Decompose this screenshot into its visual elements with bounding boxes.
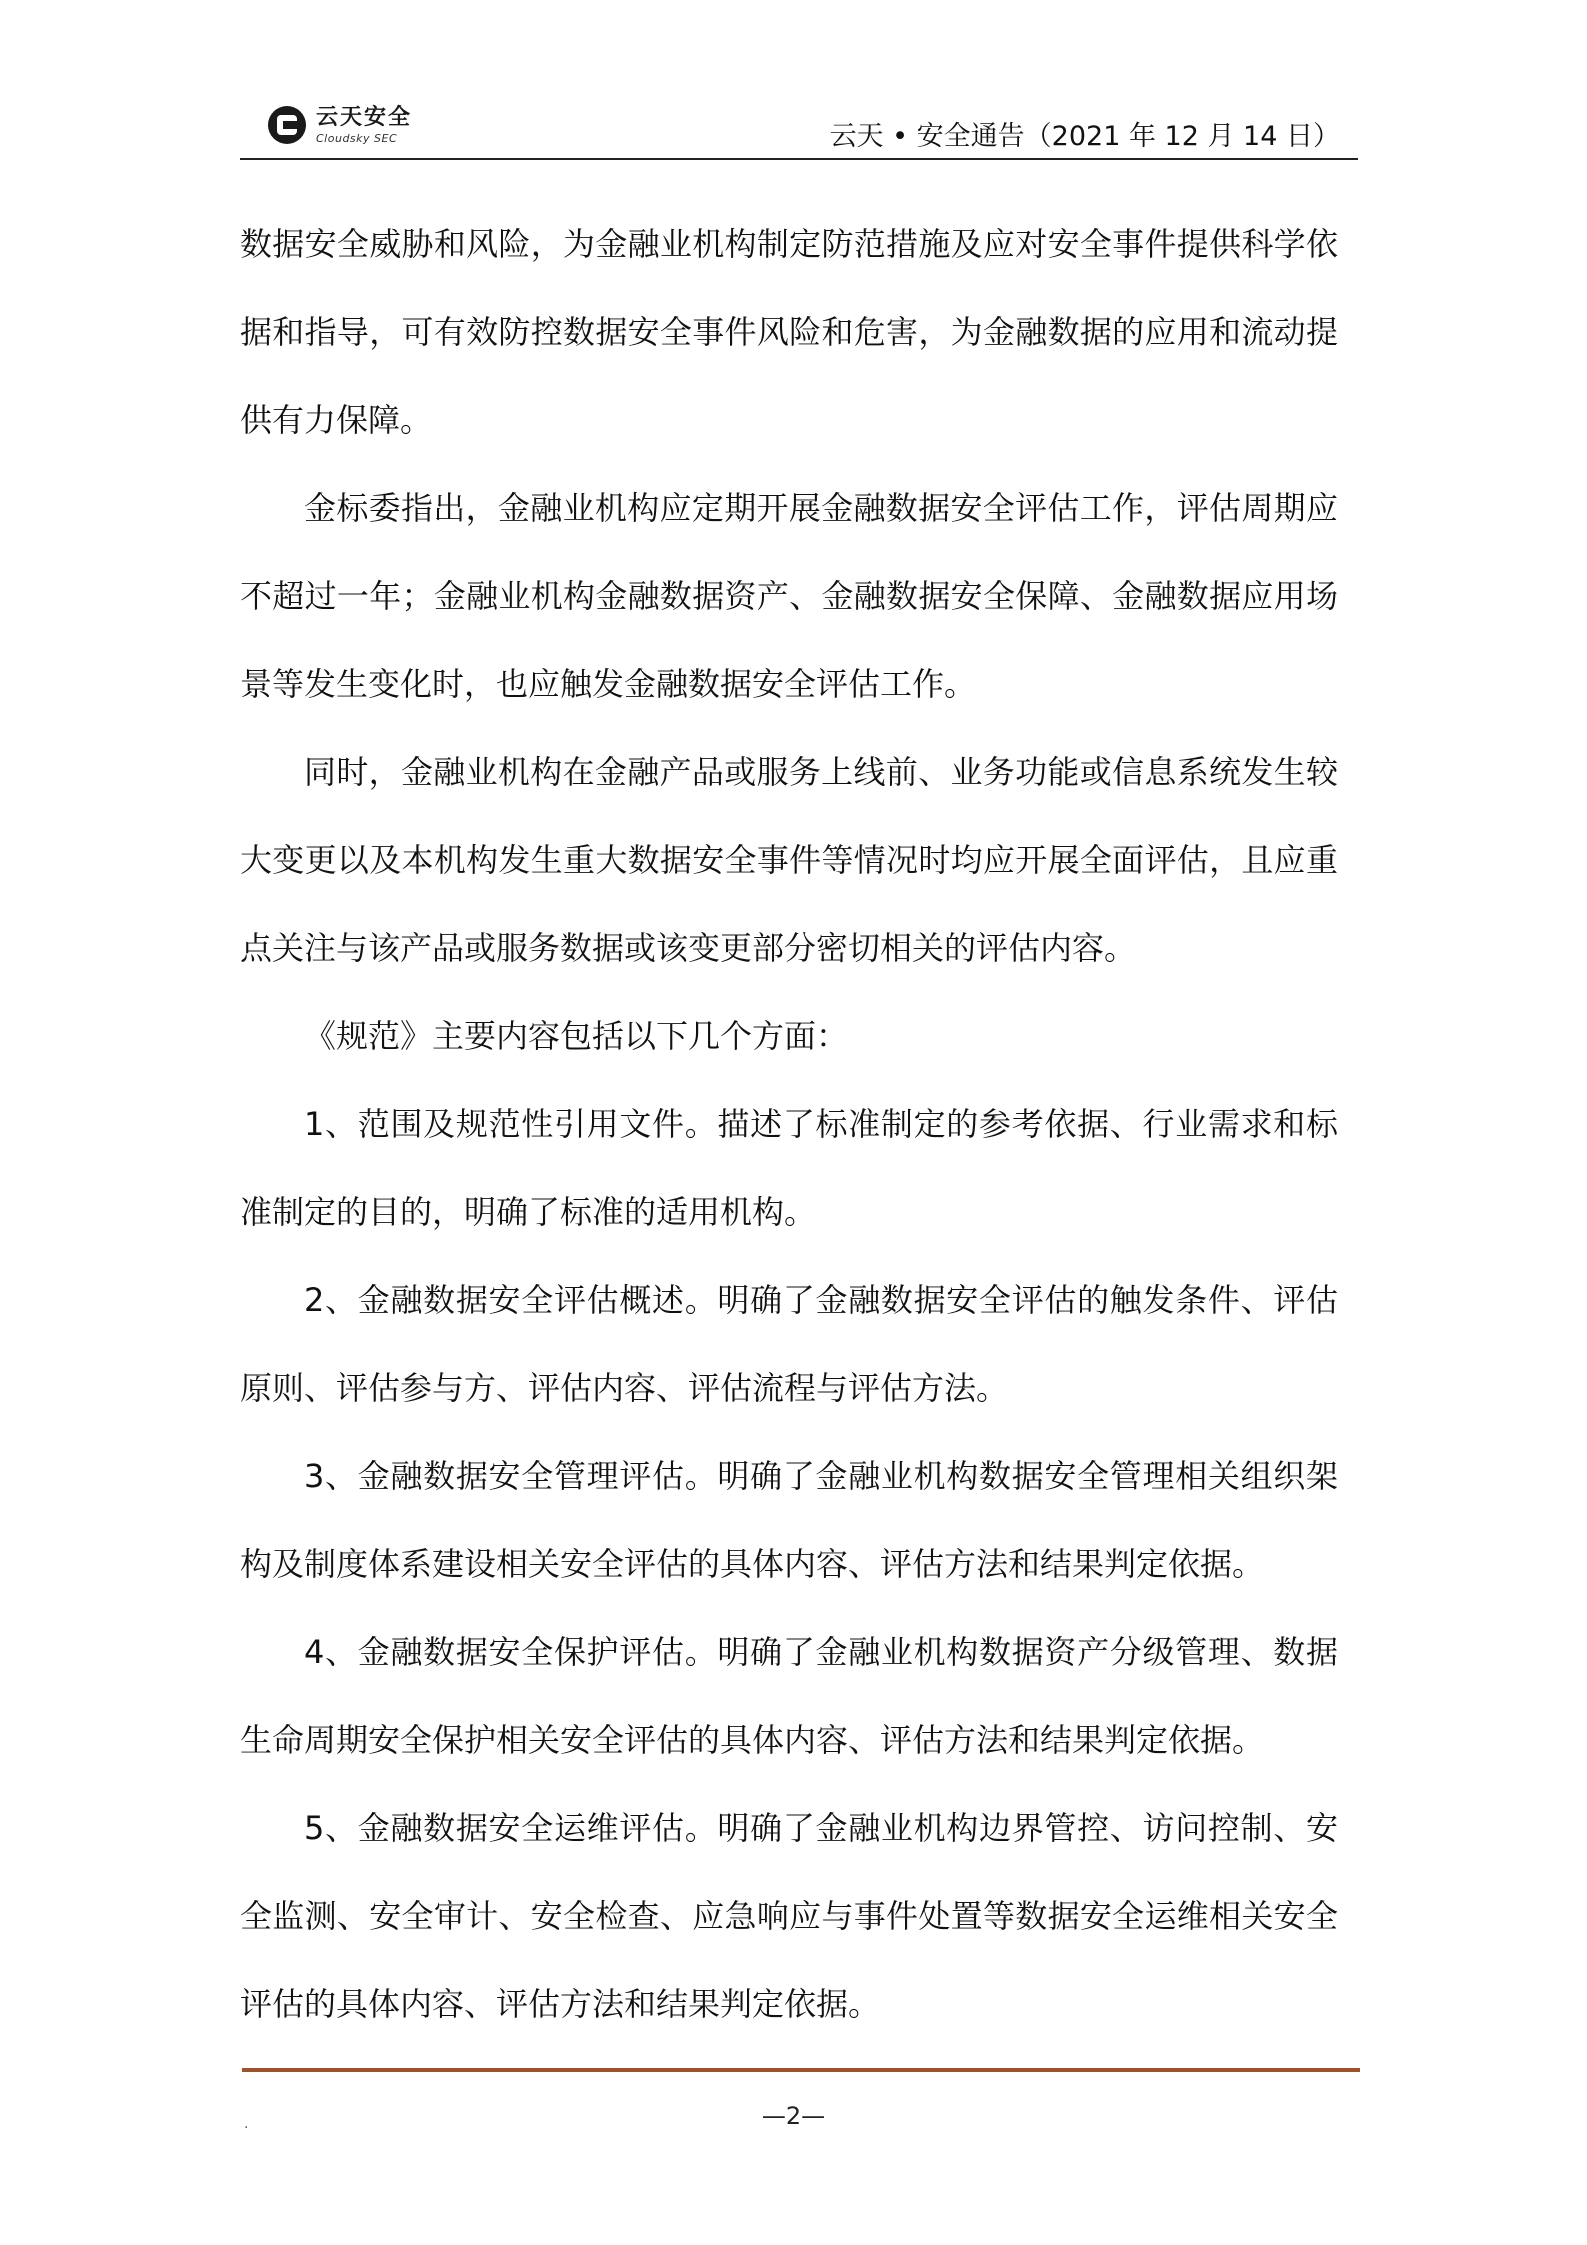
document-body [240, 200, 1338, 2048]
list-item: 4、金融数据安全保护评估。明确了金融业机构数据资产分级管理、数据生命周期安全保护相关安全评估的具体内容、评估方法和结果判定依据。 [240, 1633, 1338, 1759]
list-item: 2、金融数据安全评估概述。明确了金融数据安全评估的触发条件、评估原则、评估参与方、评估内容、评估流程与评估方法。 [240, 1281, 1338, 1407]
logo-icon [268, 106, 306, 144]
list-item: 1、范围及规范性引用文件。描述了标准制定的参考依据、行业需求和标准制定的目的，明确了标准的适用机构。 [240, 1105, 1338, 1231]
logo-cn: 云天安全 [316, 104, 413, 130]
header-title: 云天 • 安全通告（2021 年 12 月 14 日） [829, 121, 1340, 152]
paragraph: 同时，金融业机构在金融产品或服务上线前、业务功能或信息系统发生较大变更以及本机构发生重大数据安全事件等情况时均应开展全面评估，且应重点关注与该产品或服务数据或该变更部分密切相关的评估内容。 [240, 753, 1338, 967]
logo-en: Cloudsky SEC [316, 131, 398, 145]
company-logo [268, 98, 412, 152]
logo-text [316, 104, 413, 145]
page-number: —2— [761, 2102, 826, 2130]
page-header [240, 92, 1358, 160]
paragraph: 数据安全威胁和风险，为金融业机构制定防范措施及应对安全事件提供科学依据和指导，可有效防控数据安全事件风险和危害，为金融数据的应用和流动提供有力保障。 [240, 225, 1338, 439]
footer-dot: . [244, 2116, 249, 2132]
list-item: 5、金融数据安全运维评估。明确了金融业机构边界管控、访问控制、安全监测、安全审计、安全检查、应急响应与事件处置等数据安全运维相关安全评估的具体内容、评估方法和结果判定依据。 [240, 1809, 1338, 2023]
footer-divider [242, 2068, 1360, 2072]
header-divider [240, 158, 1358, 160]
paragraph: 金标委指出，金融业机构应定期开展金融数据安全评估工作，评估周期应不超过一年；金融业机构金融数据资产、金融数据安全保障、金融数据应用场景等发生变化时，也应触发金融数据安全评估工作。 [240, 489, 1338, 703]
paragraph: 《规范》主要内容包括以下几个方面： [304, 1017, 849, 1055]
list-item: 3、金融数据安全管理评估。明确了金融业机构数据安全管理相关组织架构及制度体系建设相关安全评估的具体内容、评估方法和结果判定依据。 [240, 1457, 1338, 1583]
